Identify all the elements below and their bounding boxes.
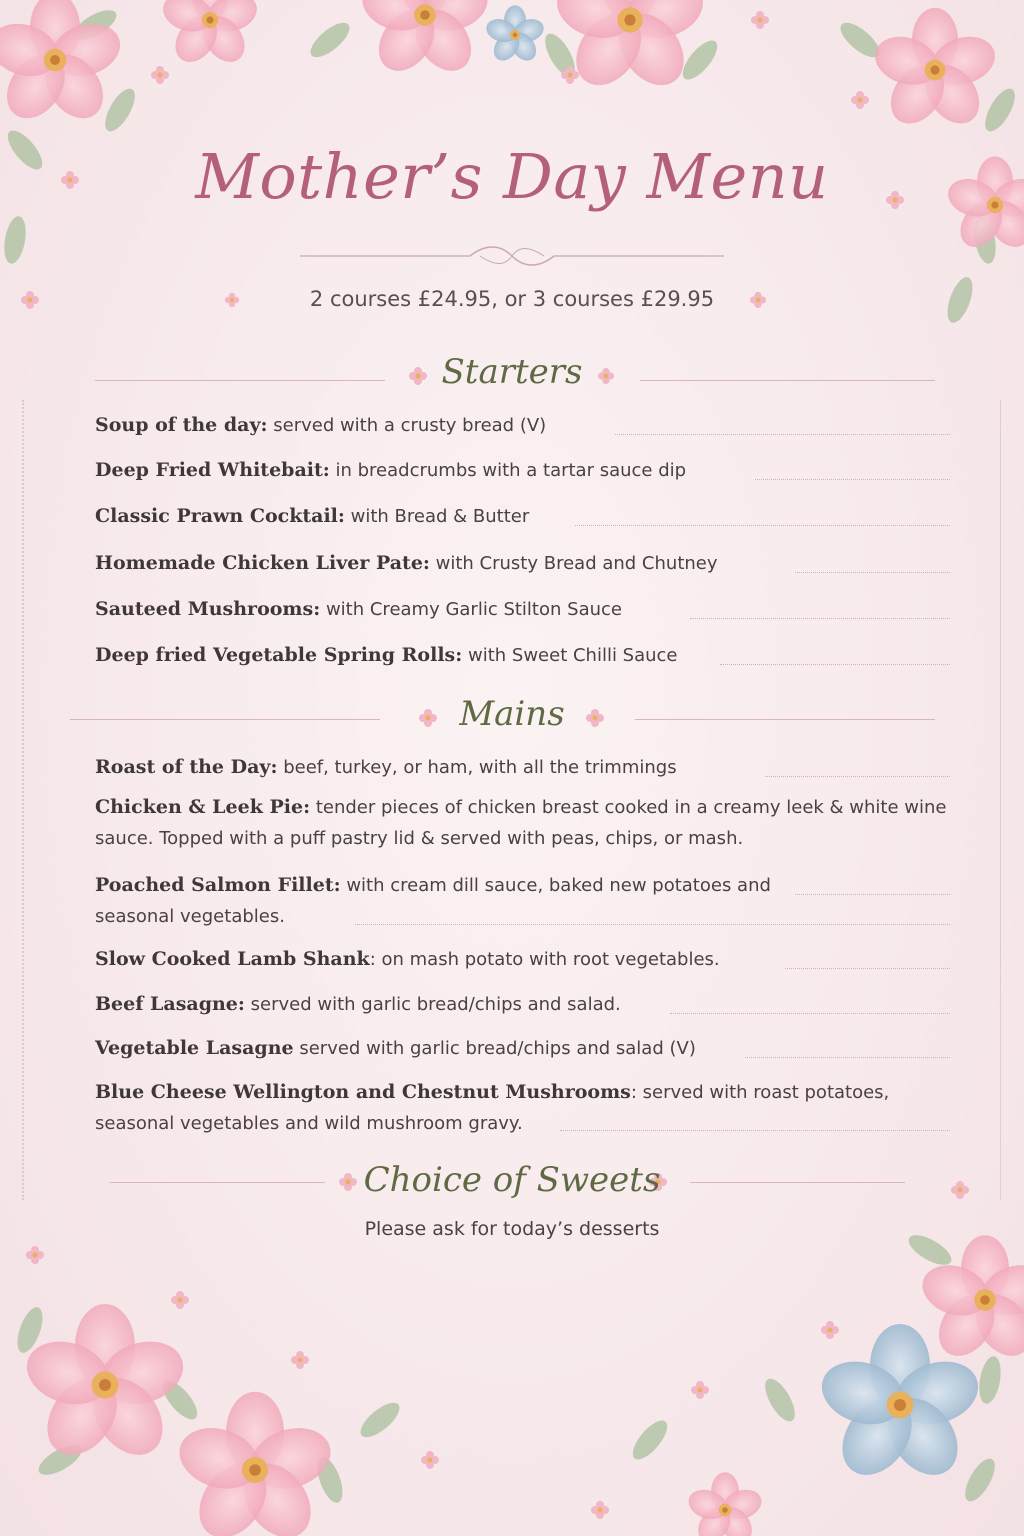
item-name: Deep Fried Whitebait:: [95, 459, 330, 481]
border-right: [1000, 400, 1001, 1200]
item-name: Deep fried Vegetable Spring Rolls:: [95, 644, 463, 666]
dotted-leader: [795, 572, 950, 573]
dotted-leader: [615, 434, 950, 435]
menu-item: [95, 501, 950, 532]
menu-item: [95, 989, 950, 1020]
item-name: Roast of the Day:: [95, 756, 278, 778]
item-name: Soup of the day:: [95, 414, 268, 436]
sweets-heading: Choice of Sweets: [363, 1160, 661, 1200]
dotted-leader: [765, 776, 950, 777]
menu-title: Mother’s Day Menu: [195, 140, 829, 213]
dotted-leader: [755, 479, 950, 480]
item-description: with Bread & Butter: [344, 506, 530, 527]
dotted-leader: [795, 894, 950, 895]
menu-item: [95, 548, 950, 579]
item-description: : on mash potato with root vegetables.: [369, 949, 720, 970]
menu-item: [95, 1033, 950, 1064]
dotted-leader: [670, 1013, 950, 1014]
menu-item: [95, 640, 950, 671]
item-description: beef, turkey, or ham, with all the trimmings: [277, 757, 677, 778]
item-name: Homemade Chicken Liver Pate:: [95, 552, 430, 574]
item-description: served with garlic bread/chips and salad (V): [293, 1038, 696, 1059]
item-description: with Sweet Chilli Sauce: [462, 645, 678, 666]
item-name: Vegetable Lasagne: [95, 1037, 294, 1059]
menu-item: [95, 594, 950, 625]
sweets-note: Please ask for today’s desserts: [364, 1218, 660, 1240]
starters-heading: Starters: [441, 352, 583, 392]
item-description: with cream dill sauce, baked new potatoes and seasonal vegetables.: [95, 875, 771, 927]
item-description: with Crusty Bread and Chutney: [429, 553, 718, 574]
menu-item: [95, 792, 975, 854]
dotted-leader: [690, 618, 950, 619]
item-description: tender pieces of chicken breast cooked in a creamy leek & white wine sauce. Topped with a puff pastry lid & served with peas, chips, or mash.: [95, 797, 947, 849]
mains-heading: Mains: [459, 694, 565, 734]
dotted-leader: [560, 1130, 950, 1131]
menu-item: [95, 870, 795, 932]
dotted-leader: [720, 664, 950, 665]
item-description: : served with roast potatoes, seasonal vegetables and wild mushroom gravy.: [95, 1082, 890, 1134]
dotted-leader: [745, 1057, 950, 1058]
item-name: Slow Cooked Lamb Shank: [95, 948, 370, 970]
item-name: Beef Lasagne:: [95, 993, 245, 1015]
item-name: Classic Prawn Cocktail:: [95, 505, 345, 527]
dotted-leader: [785, 968, 950, 969]
dotted-leader: [355, 924, 950, 925]
item-description: with Creamy Garlic Stilton Sauce: [320, 599, 622, 620]
item-name: Blue Cheese Wellington and Chestnut Mushrooms: [95, 1081, 631, 1103]
menu-item: [95, 944, 950, 975]
dotted-leader: [575, 525, 950, 526]
item-description: in breadcrumbs with a tartar sauce dip: [329, 460, 687, 481]
menu-item: [95, 455, 950, 486]
item-name: Sauteed Mushrooms:: [95, 598, 321, 620]
item-description: served with a crusty bread (V): [267, 415, 547, 436]
dotted-border-left: [22, 400, 24, 1200]
item-name: Poached Salmon Fillet:: [95, 874, 341, 896]
title-flourish: [300, 240, 724, 270]
item-description: served with garlic bread/chips and salad.: [244, 994, 621, 1015]
menu-item: [95, 752, 950, 783]
item-name: Chicken & Leek Pie:: [95, 796, 311, 818]
price-line: 2 courses £24.95, or 3 courses £29.95: [309, 287, 715, 311]
menu-item: [95, 410, 950, 441]
